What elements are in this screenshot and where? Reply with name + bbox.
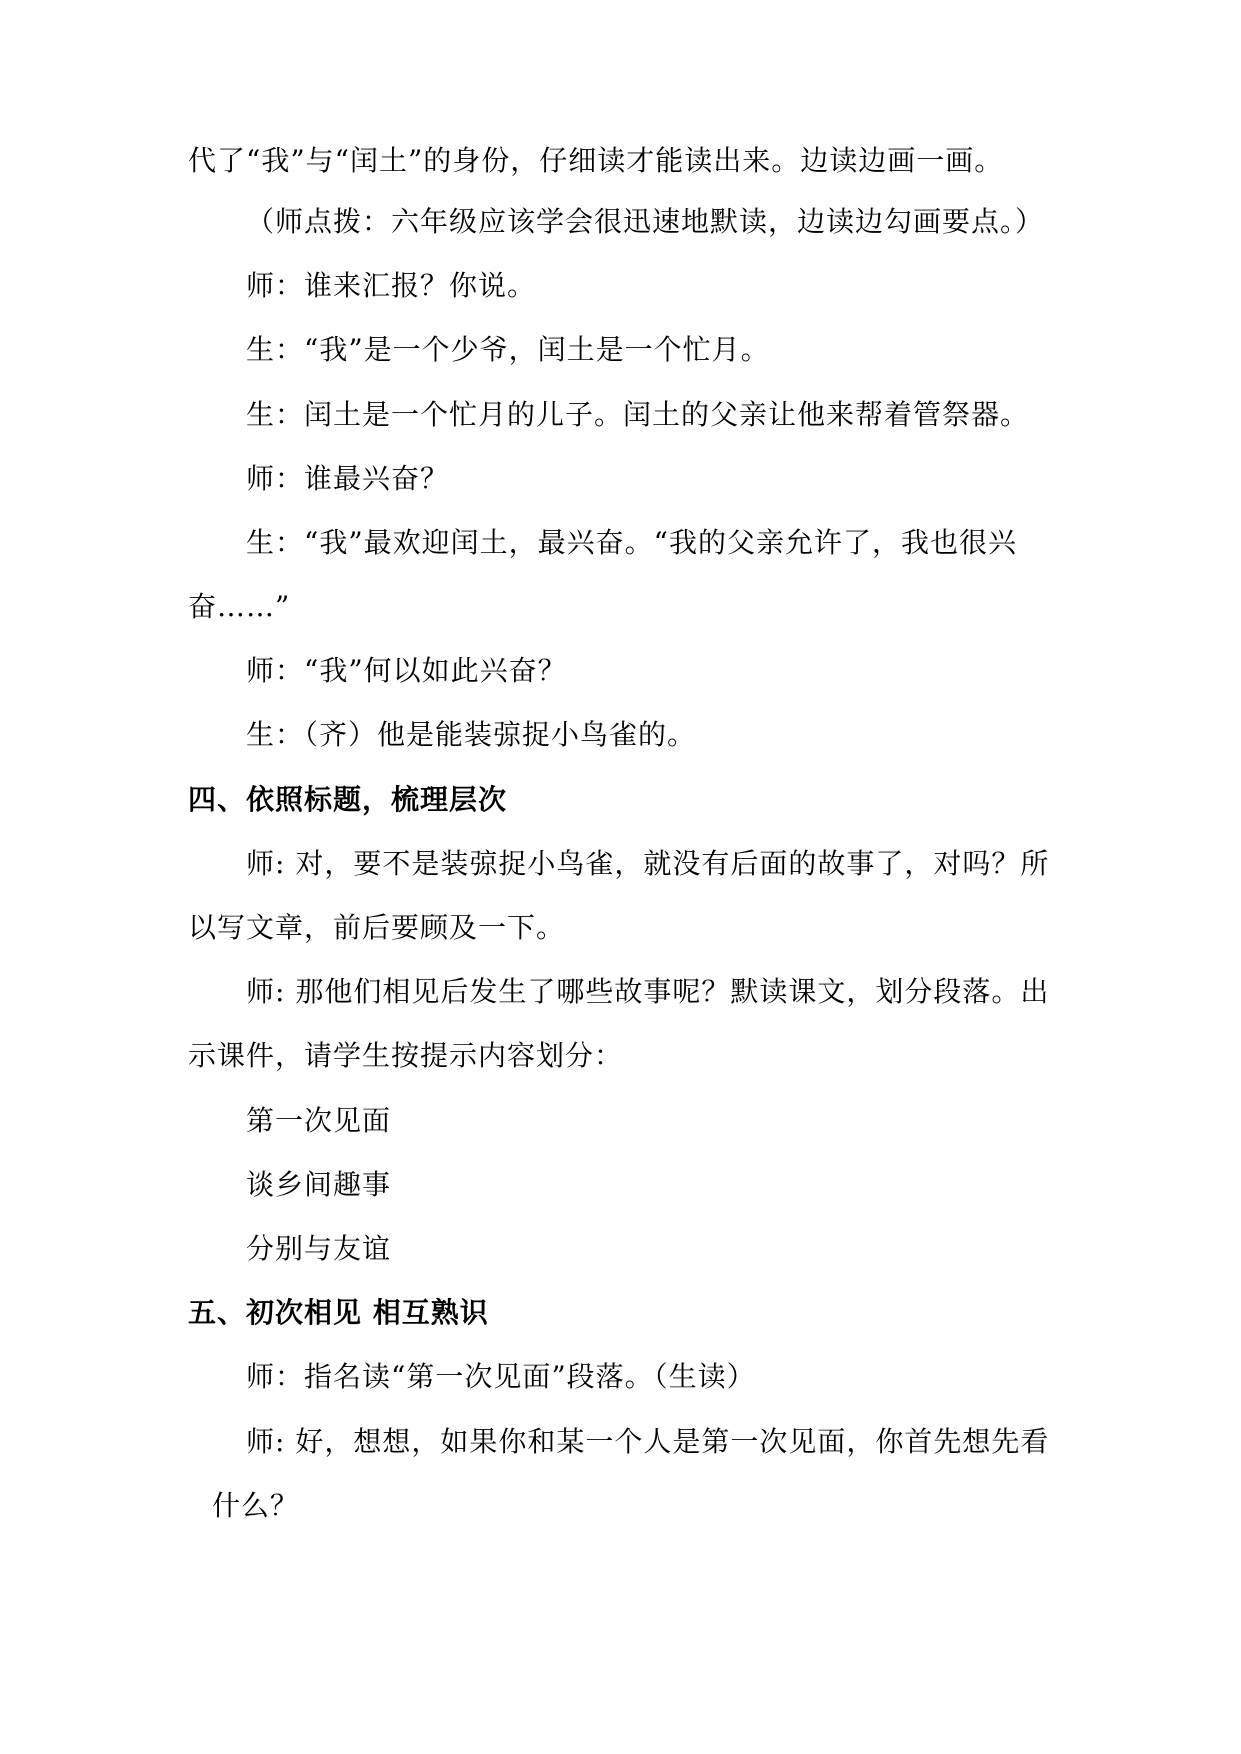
dialogue-line-continued: 示课件，请学生按提示内容划分： (188, 1039, 624, 1072)
dialogue-line: 师：谁来汇报？你说。 (246, 269, 537, 302)
dialogue-line: 师: 好，想想，如果你和某一个人是第一次见面，你首先想先看 (246, 1425, 1050, 1458)
paragraph-line: 代了“我”与“闰土”的身份，仔细读才能读出来。边读边画一画。 (188, 144, 1004, 177)
list-item: 第一次见面 (246, 1104, 392, 1137)
dialogue-line: 师：“我”何以如此兴奋？ (246, 654, 567, 687)
dialogue-line: 生：“我”最欢迎闰土，最兴奋。“我的父亲允许了，我也很兴 (246, 526, 1017, 559)
paragraph-line: （师点拨：六年级应该学会很迅速地默读，边读边勾画要点。） (246, 205, 1045, 238)
dialogue-line-continued: 什么？ (212, 1489, 300, 1522)
dialogue-line-continued: 以写文章，前后要顾及一下。 (188, 911, 566, 944)
dialogue-line: 师：谁最兴奋？ (246, 462, 450, 495)
dialogue-line: 师: 对，要不是装弶捉小鸟雀，就没有后面的故事了，对吗？所 (246, 847, 1050, 880)
dialogue-line: 生：（齐）他是能装弶捉小鸟雀的。 (246, 718, 697, 751)
dialogue-line: 生：闰土是一个忙月的儿子。闰土的父亲让他来帮着管祭器。 (246, 398, 1030, 431)
section-heading: 四、依照标题，梳理层次 (188, 783, 508, 816)
list-item: 分别与友谊 (246, 1232, 392, 1265)
section-heading: 五、初次相见 相互熟识 (188, 1296, 489, 1329)
dialogue-line: 生：“我”是一个少爷，闰土是一个忙月。 (246, 333, 770, 366)
list-item: 谈乡间趣事 (246, 1168, 392, 1201)
dialogue-line: 师：指名读“第一次见面”段落。（生读） (246, 1360, 756, 1393)
dialogue-line-continued: 奋……” (188, 590, 291, 623)
dialogue-line: 师: 那他们相见后发生了哪些故事呢？默读课文，划分段落。出 (246, 975, 1050, 1008)
